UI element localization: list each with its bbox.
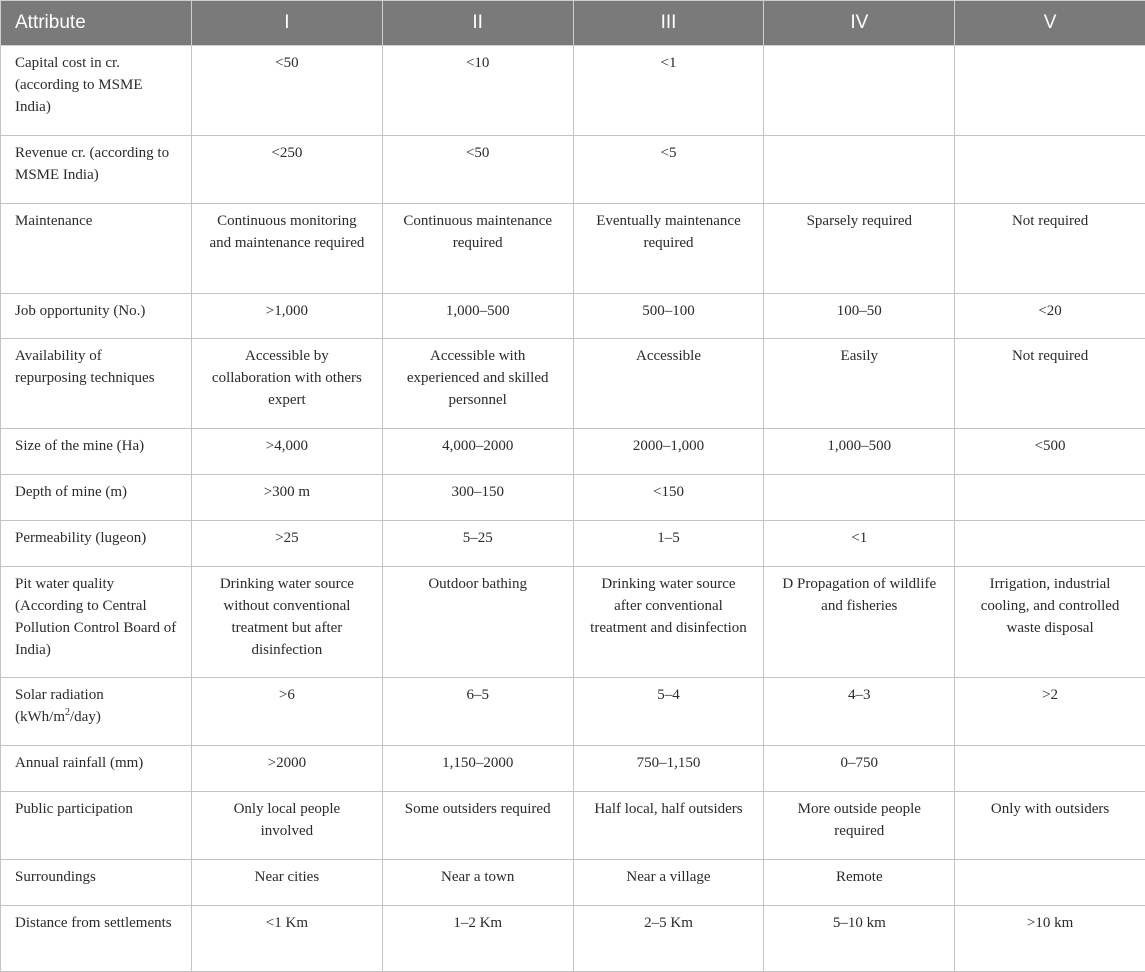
table-cell: >4,000 xyxy=(192,429,383,475)
table-cell: 500–100 xyxy=(573,294,764,339)
table-cell: 1,150–2000 xyxy=(382,746,573,792)
row-label: Capital cost in cr. (according to MSME India) xyxy=(1,46,192,136)
table-row xyxy=(1,46,1145,136)
table-cell: Sparsely required xyxy=(764,204,955,294)
table-cell: Drinking water source after conventional treatment and disinfection xyxy=(573,567,764,678)
table-cell: Accessible by collaboration with others expert xyxy=(192,339,383,429)
table-cell: D Propagation of wildlife and fisheries xyxy=(764,567,955,678)
table-cell: 4–3 xyxy=(764,678,955,746)
solar-radiation-label-suffix: /day) xyxy=(70,709,101,725)
table-cell: 5–4 xyxy=(573,678,764,746)
superscript-2: 2 xyxy=(65,707,70,718)
table-cell: Accessible with experienced and skilled personnel xyxy=(382,339,573,429)
table-cell: <50 xyxy=(382,136,573,204)
row-label: Surroundings xyxy=(1,860,192,906)
table-cell: More outside people required xyxy=(764,792,955,860)
table-row xyxy=(1,204,1145,294)
table-row xyxy=(1,746,1145,792)
table-cell: 0–750 xyxy=(764,746,955,792)
table-cell: 4,000–2000 xyxy=(382,429,573,475)
table-cell: <50 xyxy=(192,46,383,136)
header-class-ii: II xyxy=(382,1,573,46)
table-cell: <10 xyxy=(382,46,573,136)
table-row xyxy=(1,906,1145,972)
table-cell: Accessible xyxy=(573,339,764,429)
row-label: Public participation xyxy=(1,792,192,860)
table-cell: Some outsiders required xyxy=(382,792,573,860)
table-cell xyxy=(955,746,1145,792)
table-cell xyxy=(764,46,955,136)
table-cell: 5–10 km xyxy=(764,906,955,972)
table-cell: >6 xyxy=(192,678,383,746)
table-row xyxy=(1,521,1145,567)
table-cell: 2–5 Km xyxy=(573,906,764,972)
row-label-solar-radiation xyxy=(1,678,192,746)
table-cell: <1 Km xyxy=(192,906,383,972)
table-row xyxy=(1,429,1145,475)
row-label: Job opportunity (No.) xyxy=(1,294,192,339)
table-cell: 750–1,150 xyxy=(573,746,764,792)
table-cell: <150 xyxy=(573,475,764,521)
row-label: Maintenance xyxy=(1,204,192,294)
table-cell: Only local people involved xyxy=(192,792,383,860)
table-cell: >2 xyxy=(955,678,1145,746)
header-class-iv: IV xyxy=(764,1,955,46)
table-cell: 1,000–500 xyxy=(764,429,955,475)
table-cell: 300–150 xyxy=(382,475,573,521)
table-cell: Near a town xyxy=(382,860,573,906)
table-cell: >2000 xyxy=(192,746,383,792)
table-cell xyxy=(955,860,1145,906)
row-label: Permeability (lugeon) xyxy=(1,521,192,567)
table-cell: Near cities xyxy=(192,860,383,906)
row-label: Depth of mine (m) xyxy=(1,475,192,521)
table-cell: 2000–1,000 xyxy=(573,429,764,475)
table-cell: <500 xyxy=(955,429,1145,475)
table-row xyxy=(1,678,1145,746)
table-cell: 6–5 xyxy=(382,678,573,746)
header-attribute: Attribute xyxy=(1,1,192,46)
table-cell: >300 m xyxy=(192,475,383,521)
table-cell: <20 xyxy=(955,294,1145,339)
row-label: Distance from settlements xyxy=(1,906,192,972)
table-cell: 1,000–500 xyxy=(382,294,573,339)
row-label: Size of the mine (Ha) xyxy=(1,429,192,475)
table-cell: Only with outsiders xyxy=(955,792,1145,860)
table-cell: Outdoor bathing xyxy=(382,567,573,678)
table-cell: 1–2 Km xyxy=(382,906,573,972)
table-cell: >25 xyxy=(192,521,383,567)
header-class-v: V xyxy=(955,1,1145,46)
table-cell: <5 xyxy=(573,136,764,204)
row-label: Annual rainfall (mm) xyxy=(1,746,192,792)
row-label: Pit water quality (According to Central Pollution Control Board of India) xyxy=(1,567,192,678)
row-label: Availability of repurposing techniques xyxy=(1,339,192,429)
table-cell: <1 xyxy=(573,46,764,136)
table-row xyxy=(1,294,1145,339)
table-cell: Easily xyxy=(764,339,955,429)
table-cell xyxy=(955,136,1145,204)
table-row xyxy=(1,567,1145,678)
table-cell: Irrigation, industrial cooling, and controlled waste disposal xyxy=(955,567,1145,678)
table-cell: <250 xyxy=(192,136,383,204)
table-cell: 5–25 xyxy=(382,521,573,567)
solar-radiation-label-prefix: Solar radiation (kWh/m xyxy=(15,687,104,725)
table-cell xyxy=(955,475,1145,521)
header-class-i: I xyxy=(192,1,383,46)
table-row xyxy=(1,136,1145,204)
table-cell: Not required xyxy=(955,204,1145,294)
table-cell: Near a village xyxy=(573,860,764,906)
table-cell xyxy=(764,475,955,521)
table-cell: Continuous monitoring and maintenance required xyxy=(192,204,383,294)
table-row xyxy=(1,792,1145,860)
table-cell: Remote xyxy=(764,860,955,906)
table-cell: <1 xyxy=(764,521,955,567)
table-cell: 100–50 xyxy=(764,294,955,339)
table-cell: >1,000 xyxy=(192,294,383,339)
table-row xyxy=(1,860,1145,906)
table-cell: Half local, half outsiders xyxy=(573,792,764,860)
row-label: Revenue cr. (according to MSME India) xyxy=(1,136,192,204)
table-cell: Not required xyxy=(955,339,1145,429)
table-cell xyxy=(764,136,955,204)
table-cell: Eventually maintenance required xyxy=(573,204,764,294)
table-cell: >10 km xyxy=(955,906,1145,972)
header-class-iii: III xyxy=(573,1,764,46)
table-cell xyxy=(955,521,1145,567)
header-row xyxy=(1,1,1145,46)
table-cell: Drinking water source without conventional treatment but after disinfection xyxy=(192,567,383,678)
table-cell xyxy=(955,46,1145,136)
table-cell: 1–5 xyxy=(573,521,764,567)
table-row xyxy=(1,339,1145,429)
table-row xyxy=(1,475,1145,521)
table-cell: Continuous maintenance required xyxy=(382,204,573,294)
